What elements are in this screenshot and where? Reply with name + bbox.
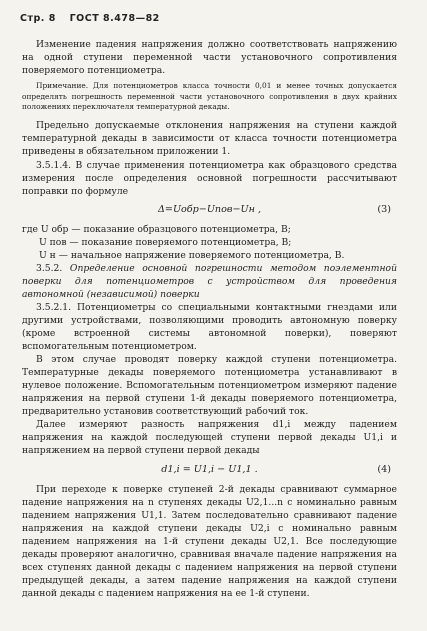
paragraph: В этом случае проводят поверку каждой ступени потенциометра. Температурные декады поверяемого потенциометра устанавливают в нулевое положение. Вспомогательным потенциометром измеряют падение напряжения на первой ступени 1-й декады поверяемого потенциометра, предварительно установив соответствующий рабочий ток.: [22, 354, 397, 418]
formula-number: (4): [377, 463, 391, 475]
paragraph: Далее измеряют разность напряжения d1,i между падением напряжения на каждой последующей ступени первой декады U1,i и напряжением на первой ступени первой декады: [22, 419, 397, 457]
definition: где U обр — показание образцового потенциометра, В;: [22, 223, 291, 235]
page-number: Стр. 8: [20, 13, 56, 24]
page-body: [22, 38, 397, 600]
paragraph: 3.5.2.1. Потенциометры со специальными контактными гнездами или другими устройствами, позволяющими проводить автономную поверку (кроме встроенной системы автономной поверки), поверяют вспомогательным потенциометром.: [22, 301, 397, 353]
paragraph: Изменение падения напряжения должно соответствовать напряжению на одной ступени переменной части установочного сопротивления поверяемого потенциометра.: [22, 39, 397, 77]
formula-4: [22, 463, 397, 476]
formula-expression: Δ=Uобр−Uпов−Uн ,: [157, 203, 262, 215]
formula-expression: d1,i = U1,i − U1,1 .: [161, 463, 258, 475]
standard-code: ГОСТ 8.478—82: [69, 13, 160, 24]
definitions: [22, 223, 397, 262]
note: Примечание. Для потенциометров класса точности 0,01 и менее точных допускается определять погрешность переменной части установочного сопротивления в двух крайних положениях переключателя температурной декады.: [22, 81, 397, 111]
section-number: 3.5.2.: [36, 262, 63, 274]
definition: U пов — показание поверяемого потенциометра, В;: [39, 236, 292, 248]
paragraph: Предельно допускаемые отклонения напряжения на ступени каждой температурной декады в зависимости от класса точности потенциометра приведены в обязательном приложении 1.: [22, 120, 397, 158]
definition: U н — начальное напряжение поверяемого потенциометра, В.: [39, 249, 345, 261]
section-heading: [22, 262, 397, 301]
section-title: Определение основной погрешности методом поэлементной поверки для потенциометров с устройством для проведения автономной (независимой) поверки: [22, 262, 398, 300]
paragraph: 3.5.1.4. В случае применения потенциометра как образцового средства измерения после определения основной погрешности рассчитывают поправки по формуле: [22, 159, 397, 197]
page-header: [20, 13, 170, 24]
formula-number: (3): [377, 203, 391, 215]
formula-3: [22, 203, 397, 216]
paragraph: При переходе к поверке ступеней 2-й декады сравнивают суммарное падение напряжения на n ступенях декады U2,1...n с номинально равным падением напряжения U1,1. Затем последовательно сравнивают падение напряжения на каждой ступени декады U2,i с номинально равным падением напряжения на 1-й ступени декады U2,1. Все последующие декады проверяют аналогично, сравнивая вначале падение напряжения на всех ступенях данной декады с падением напряжения на первой ступени предыдущей декады, а затем падение напряжения на каждой ступени данной декады с падением напряжения на ее 1-й ступени.: [22, 483, 397, 599]
